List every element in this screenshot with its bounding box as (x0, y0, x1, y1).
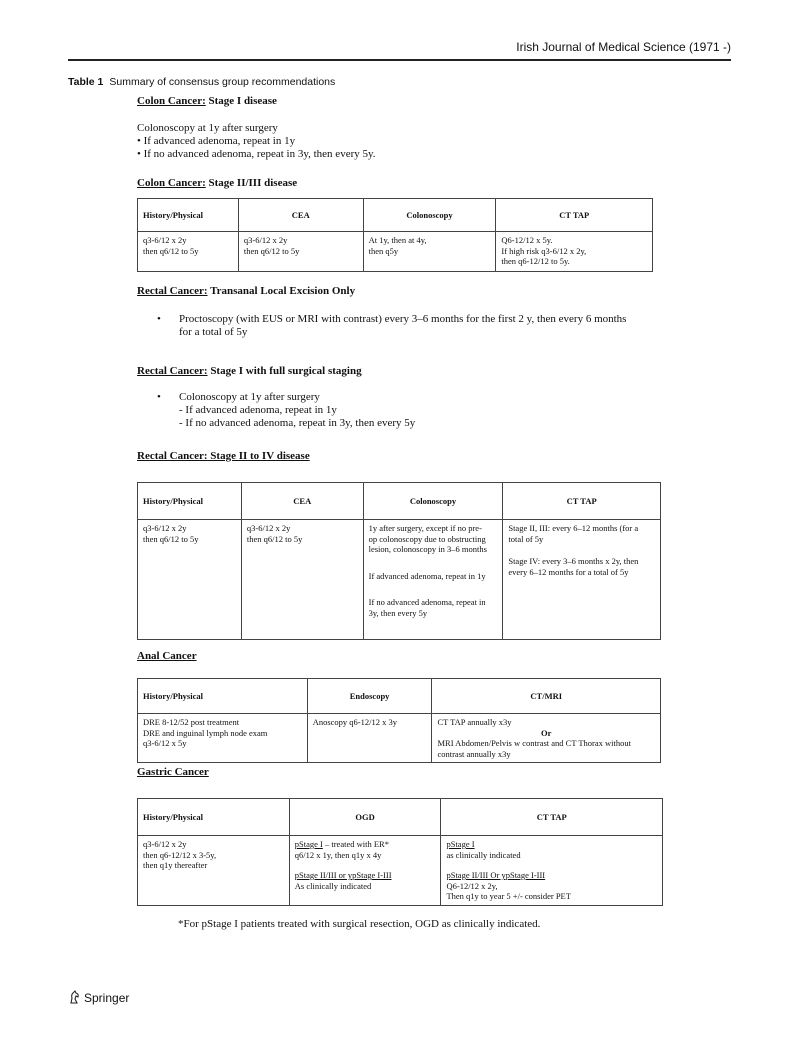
heading-rest: Stage I with full surgical staging (207, 365, 362, 377)
heading-underlined: Gastric Cancer (137, 766, 209, 778)
table-cell: Q6-12/12 x 5y. If high risk q3-6/12 x 2y, then q6-12/12 to 5y. (496, 232, 653, 272)
publisher-name: Springer (84, 991, 130, 1005)
table-cell: q3-6/12 x 2y then q6/12 to 5y (138, 520, 242, 640)
col-header: History/Physical (138, 679, 308, 714)
journal-title: Irish Journal of Medical Science (1971 -) (516, 40, 731, 54)
rectal-tle-heading (137, 285, 355, 297)
colon-stage1-heading (137, 95, 277, 107)
col-header: Endoscopy (307, 679, 432, 714)
heading-rest: Stage II/III disease (205, 177, 298, 189)
bullet-glyph: • (157, 313, 161, 325)
table-row (138, 836, 663, 906)
table-cell: q3-6/12 x 2y then q6-12/12 x 3-5y, then q1y thereafter (138, 836, 290, 906)
table-cell: pStage I – treated with ER* q6/12 x 1y, then q1y x 4y pStage II/III or ypStage I-III As clinically indicated (289, 836, 441, 906)
col-header: Colonoscopy (363, 483, 503, 520)
table-cell: q3-6/12 x 2y then q6/12 to 5y (238, 232, 363, 272)
rectal-stage24-heading (137, 450, 310, 462)
text-line: • If advanced adenoma, repeat in 1y (137, 135, 296, 147)
heading-underlined: Colon Cancer: (137, 177, 206, 189)
text-line: Colonoscopy at 1y after surgery (137, 122, 278, 134)
gastric-table (137, 798, 663, 906)
col-header: OGD (289, 799, 441, 836)
publisher-footer (68, 990, 129, 1005)
col-header: CEA (238, 199, 363, 232)
heading-underlined: Rectal Cancer: (137, 285, 208, 297)
table-cell: q3-6/12 x 2y then q6/12 to 5y (241, 520, 363, 640)
table-header-row (138, 483, 661, 520)
table-cell: Anoscopy q6-12/12 x 3y (307, 714, 432, 763)
col-header: CEA (241, 483, 363, 520)
header-rule (68, 59, 731, 61)
col-header: History/Physical (138, 483, 242, 520)
heading-underlined: Rectal Cancer: Stage II to IV disease (137, 450, 310, 462)
rectal-stage24-table (137, 482, 661, 640)
table-row (138, 520, 661, 640)
table-row (138, 714, 661, 763)
col-header: History/Physical (138, 199, 239, 232)
text-line: - If advanced adenoma, repeat in 1y (179, 404, 337, 416)
rectal-stage1-heading (137, 365, 362, 377)
anal-heading (137, 650, 197, 662)
table-caption (68, 76, 335, 88)
table-label: Table 1 (68, 76, 104, 88)
col-header: CT TAP (503, 483, 661, 520)
colon-stage23-heading (137, 177, 297, 189)
table-header-row (138, 199, 653, 232)
table-row (138, 232, 653, 272)
col-header: CT TAP (496, 199, 653, 232)
gastric-heading (137, 766, 209, 778)
col-header: History/Physical (138, 799, 290, 836)
table-cell: 1y after surgery, except if no pre- op colonoscopy due to obstructing lesion, colonoscopy in 3–6 months If advanced adenoma, repeat in 1y If no advanced adenoma, repeat in 3y, then every 5y (363, 520, 503, 640)
heading-underlined: Anal Cancer (137, 650, 197, 662)
text-line: Colonoscopy at 1y after surgery (179, 391, 320, 403)
heading-underlined: Colon Cancer: (137, 95, 206, 107)
text-line: Proctoscopy (with EUS or MRI with contrast) every 3–6 months for the first 2 y, then every 6 months (179, 313, 627, 325)
rectal-tle-bullet (157, 313, 657, 339)
text-line: - If no advanced adenoma, repeat in 3y, then every 5y (179, 417, 416, 429)
col-header: Colonoscopy (363, 199, 496, 232)
table-cell: Stage II, III: every 6–12 months (for a total of 5y Stage IV: every 3–6 months x 2y, then every 6–12 months for a total of 5y (503, 520, 661, 640)
table-cell: CT TAP annually x3y Or MRI Abdomen/Pelvis w contrast and CT Thorax without contrast annually x3y (432, 714, 661, 763)
heading-rest: Stage I disease (205, 95, 277, 107)
table-cell: pStage I as clinically indicated pStage II/III Or ypStage I-III Q6-12/12 x 2y, Then q1y to year 5 +/- consider PET (441, 836, 663, 906)
colon-stage23-table (137, 198, 653, 272)
table-header-row (138, 799, 663, 836)
table-footnote: *For pStage I patients treated with surgical resection, OGD as clinically indicated. (178, 918, 541, 930)
rectal-stage1-bullet (157, 391, 657, 430)
anal-table (137, 678, 661, 763)
table-cell: q3-6/12 x 2y then q6/12 to 5y (138, 232, 239, 272)
colon-stage1-text (137, 122, 376, 161)
heading-rest: Transanal Local Excision Only (207, 285, 356, 297)
table-cell: At 1y, then at 4y, then q5y (363, 232, 496, 272)
table-header-row (138, 679, 661, 714)
heading-underlined: Rectal Cancer: (137, 365, 208, 377)
springer-horse-icon (68, 990, 81, 1004)
table-cell: DRE 8-12/52 post treatment DRE and inguinal lymph node exam q3-6/12 x 5y (138, 714, 308, 763)
text-line: • If no advanced adenoma, repeat in 3y, then every 5y. (137, 148, 376, 160)
bullet-glyph: • (157, 391, 161, 403)
table-caption-text: Summary of consensus group recommendations (109, 76, 336, 88)
col-header: CT/MRI (432, 679, 661, 714)
col-header: CT TAP (441, 799, 663, 836)
text-line: for a total of 5y (179, 326, 248, 338)
